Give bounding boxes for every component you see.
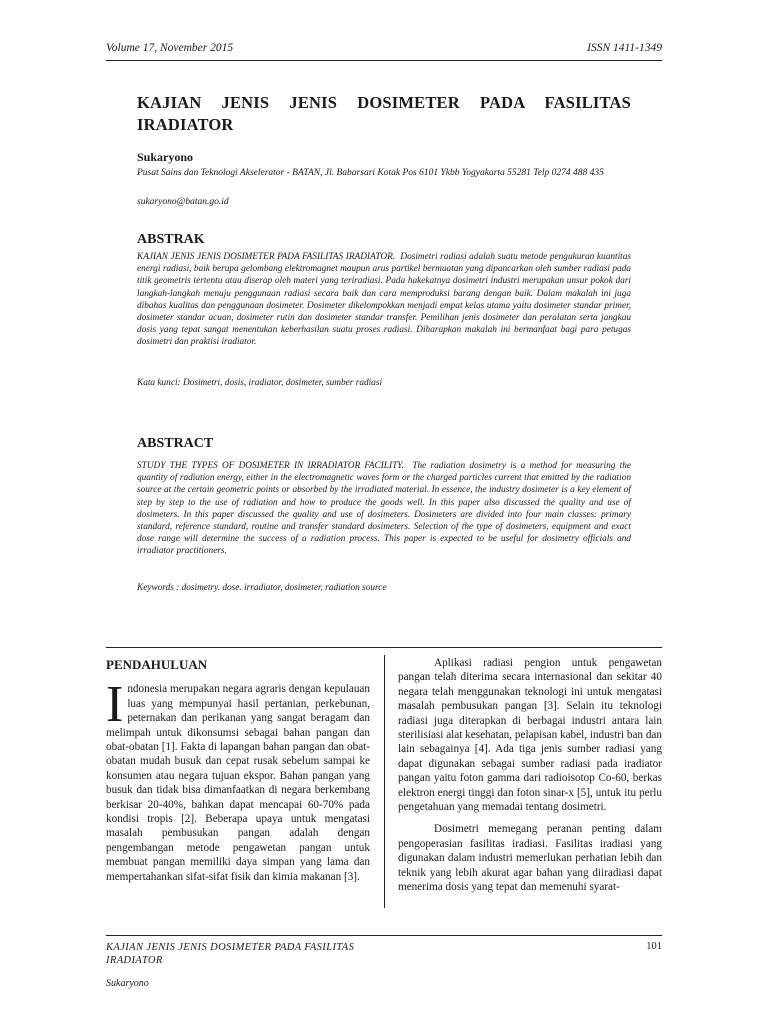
running-header — [106, 42, 662, 58]
intro-paragraph-3: Dosimetri memegang peranan penting dalam pengoperasian fasilitas iradiasi. Fasilitas iradiasi yang digunakan dalam industri memerlukan perhatian lebih dan teknik yang lebih akurat agar bahan yang diiradiasi dapat menerima dosis yang tepat dan memenuhi syarat- — [398, 823, 662, 894]
intro-paragraph-1 — [106, 676, 370, 884]
issn-label: ISSN 1411-1349 — [587, 42, 662, 54]
section-divider — [106, 647, 662, 648]
intro-paragraph-2: Aplikasi radiasi pengion untuk pengawetan pangan telah diterima secara internasional dan sekitar 40 negara telah menggunakan teknologi ini untuk mengatasi masalah pembusukan pangan [3]. Selain itu teknologi radiasi juga diterapkan di berbagai industri antara lain sterilisiasi alat kesehatan, pelapisan kabel, industri ban dan lain sebagainya [4]. Ada tiga jenis sumber radiasi yang dapat digunakan sebagai sumber radiasi pada iradiator pangan yaitu foton gamma dari radioisotop Co-60, berkas elektron energi tinggi dan foton sinar-x [5], untuk itu perlu pengetahuan yang memadai tentang dosimetri. — [398, 657, 662, 814]
abstract-lead: STUDY THE TYPES OF DOSIMETER IN IRRADIATOR FACILITY. — [137, 461, 404, 471]
abstrak-lead: KAJIAN JENIS JENIS DOSIMETER PADA FASILITAS IRADIATOR. — [137, 252, 396, 262]
abstrak-keywords: Kata kunci: Dosimetri, dosis, iradiator, dosimeter, sumber radiasi — [137, 378, 383, 388]
footer-author: Sukaryono — [106, 978, 149, 989]
abstrak-heading: ABSTRAK — [137, 232, 205, 247]
author-affiliation: Pusat Sains dan Teknologi Akselerator - BATAN, Jl. Babarsari Kotak Pos 6101 Ykbb Yogyakarta 55281 Telp 0274 488 435 — [137, 168, 604, 178]
volume-label: Volume 17, November 2015 — [106, 42, 234, 54]
footer-divider — [106, 935, 662, 936]
left-column — [106, 658, 370, 884]
footer-title: KAJIAN JENIS JENIS DOSIMETER PADA FASILITAS IRADIATOR — [106, 942, 355, 966]
abstract-heading: ABSTRACT — [137, 436, 214, 451]
author-name: Sukaryono — [137, 150, 194, 164]
column-divider — [384, 655, 385, 908]
abstract-keywords: Keywords : dosimetry. dose. irradiator, dosimeter, radiation source — [137, 583, 387, 593]
paper-title: KAJIAN JENIS JENIS DOSIMETER PADA FASILITAS IRADIATOR — [137, 93, 631, 134]
right-column — [398, 656, 662, 895]
pendahuluan-heading: PENDAHULUAN — [106, 657, 208, 672]
abstract-body — [137, 460, 631, 558]
abstrak-body — [137, 251, 631, 349]
page-number: 101 — [646, 941, 662, 952]
abstract-text: The radiation dosimetry is a method for measuring the quantity of radiation energy, either in the electromagnetic waves form or the charged particles current that emitted by the radiation source at the certain geometric points or absorbed by the irradiated material. In essence, the industry dosimeter is a key element of step by step to the use of radiation and how to produce the goods well. In this paper also discussed the quality and use of dosimeters. In this paper discussed the quality and use of dosimeters. Dosimeters are divided into four main classes: primary standard, reference standard, routine and transfer standard dosimeters. Selection of the type of dosimeters, equipment and exact dose range will determine the success of a radiation process. This paper is expected to be useful for dosimetry officials and irradiator practitioners. — [137, 461, 631, 557]
intro-paragraph-1-text: ndonesia merupakan negara agraris dengan kepulauan luas yang mempunyai hasil pertanian, perkebunan, peternakan dan perikanan yang sangat beragam dan melimpah untuk dikonsumsi sebagai bahan pangan dan obat-obatan [1]. Fakta di lapangan bahan pangan dan obat-obatan mudah busuk dan cepat rusak sebelum sampai ke konsumen atau negara tujuan ekspor. Bahan pangan yang busuk dan tidak bisa dimanfaatkan di negara berkembang berkisar 20-40%, bahkan dapat mencapai 60-70% pada kondisi tropis [2]. Beberapa upaya untuk mengatasi masalah pembusukan pangan adalah dengan pengembangan metode pengawetan pangan untuk membuat pangan memiliki daya simpan yang lama dan mempertahankan sifat-sifat fisik dan kimia makanan [3]. — [106, 683, 370, 883]
drop-cap: I — [106, 676, 124, 734]
header-divider — [106, 60, 662, 61]
author-email[interactable]: sukaryono@batan.go.id — [137, 197, 229, 207]
abstrak-text: Dosimetri radiasi adalah suatu metode pengukuran kuantitas energi radiasi, baik berupa gelombang elektromagnet maupun arus partikel bermuatan yang dipancarkan oleh sumber radiasi pada titik geometris tertentu atau diserap oleh materi yang teriradiasi. Pada hakekatnya dosimetri industri merupakan unsur pokok dari langkah-langkah menuju penggunaan radiasi secara baik dan cara memproduksi barang dengan baik. Dalam makalah ini juga dibahas kualitas dan penggunaan dosimeter. Dosimeter dikelompokkan menjadi empat kelas utama yaitu dosimeter standar primer, dosimeter standar acuan, dosimeter rutin dan dosimeter standar transfer. Pemilihan jenis dosimeter dan peralatan serta jangkau dosis yang tepat sangat menentukan keberhasilan suatu proses radiasi. Diharapkan makalah ini bermanfaat bagi para petugas dosimetri dan praktisi iradiator. — [137, 252, 632, 348]
